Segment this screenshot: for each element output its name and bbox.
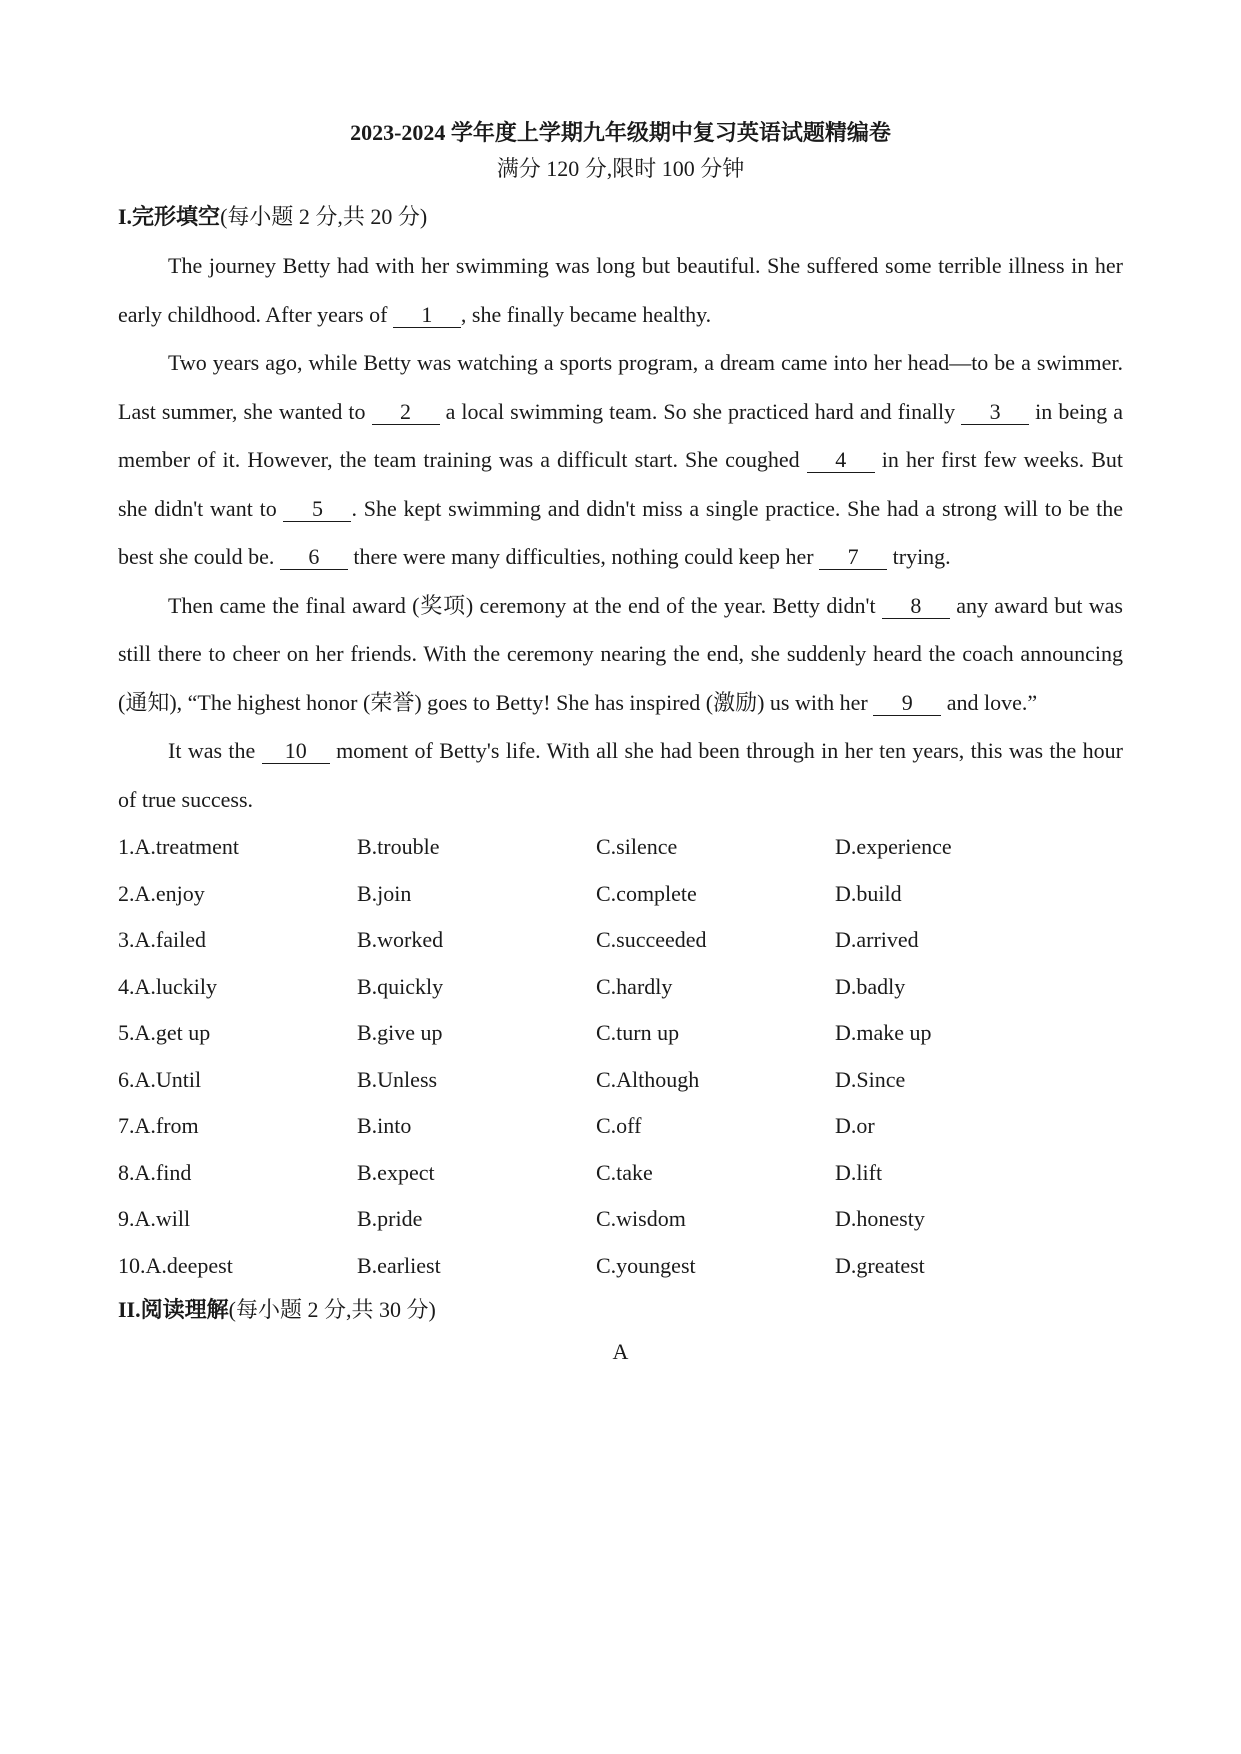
passage-text: any award but was still there to cheer on her friends. With the ceremony nearing the end, she suddenly heard the coach announcing (通知), “The highest honor (荣誉) goes to Betty! She has inspired (激励) us with her <box>118 592 1123 715</box>
option-row-2 <box>118 871 1123 918</box>
option-c: C.off <box>596 1113 642 1138</box>
option-c: C.take <box>596 1159 653 1185</box>
option-b: B.into <box>357 1113 412 1138</box>
option-a: 1.A.treatment <box>118 834 239 859</box>
passage-text: . She kept swimming and didn't miss a single practice. She had a strong will to be the best she could be. <box>118 495 1123 569</box>
option-b: B.pride <box>357 1206 423 1231</box>
section-2-label: II.阅读理解 <box>118 1297 229 1322</box>
option-row-10 <box>118 1243 1123 1290</box>
passage-text: It was the <box>168 738 262 763</box>
blank-6: 6 <box>280 545 348 570</box>
exam-subtitle: 满分 120 分,限时 100 分钟 <box>496 156 745 181</box>
section-2-heading <box>118 1295 1123 1325</box>
option-d: D.lift <box>835 1159 883 1185</box>
blank-5: 5 <box>283 497 351 522</box>
option-row-7 <box>118 1103 1123 1150</box>
passage-text: trying. <box>887 544 951 569</box>
section-1-heading <box>118 202 1123 232</box>
blank-1: 1 <box>393 303 461 328</box>
passage-paragraph-1 <box>118 242 1123 339</box>
option-d: D.make up <box>835 1020 932 1045</box>
option-c: C.succeeded <box>596 927 707 952</box>
passage-paragraph-3 <box>118 582 1123 728</box>
option-d: D.badly <box>835 973 906 999</box>
blank-4: 4 <box>807 448 875 473</box>
option-row-9 <box>118 1196 1123 1243</box>
blank-9: 9 <box>873 691 941 716</box>
blank-2: 2 <box>372 400 440 425</box>
passage-text: a local swimming team. So she practiced hard and finally <box>439 398 962 424</box>
passage-text: Two years ago, while Betty was watching a sports program, a dream came into her head—to be a swimmer. Last summer, she wanted to <box>118 350 1123 424</box>
reading-part-label: A <box>612 1339 629 1364</box>
option-c: C.wisdom <box>596 1206 686 1231</box>
option-row-1 <box>118 824 1123 871</box>
option-b: B.Unless <box>357 1066 438 1092</box>
option-c: C.hardly <box>596 973 673 999</box>
option-a: 9.A.will <box>118 1206 191 1231</box>
passage-text: in her first few weeks. But she didn't want to <box>118 447 1124 521</box>
option-a: 2.A.enjoy <box>118 880 205 906</box>
option-row-3 <box>118 917 1123 964</box>
passage-paragraph-4 <box>118 727 1123 824</box>
option-d: D.Since <box>835 1066 906 1092</box>
passage-text: The journey Betty had with her swimming was long but beautiful. She suffered some terrible illness in her early childhood. After years of <box>118 253 1123 327</box>
option-a: 10.A.deepest <box>118 1252 233 1278</box>
option-row-5 <box>118 1010 1123 1057</box>
answer-options <box>118 824 1123 1289</box>
passage-text: Then came the final award (奖项) ceremony at the end of the year. Betty didn't <box>168 592 882 618</box>
option-d: D.honesty <box>835 1206 925 1231</box>
exam-title: 2023-2024 学年度上学期九年级期中复习英语试题精编卷 <box>350 120 891 145</box>
option-b: B.expect <box>357 1159 435 1185</box>
option-d: D.arrived <box>835 927 919 952</box>
passage-paragraph-2 <box>118 339 1123 582</box>
option-c: C.youngest <box>596 1252 696 1278</box>
option-b: B.earliest <box>357 1252 441 1278</box>
passage-text: and love.” <box>941 689 1038 715</box>
option-a: 7.A.from <box>118 1113 199 1138</box>
blank-7: 7 <box>819 545 887 570</box>
option-d: D.experience <box>835 834 952 859</box>
option-b: B.give up <box>357 1020 443 1045</box>
option-c: C.Although <box>596 1066 700 1092</box>
section-2-note: (每小题 2 分,共 30 分) <box>228 1297 436 1322</box>
option-a: 4.A.luckily <box>118 973 217 999</box>
option-d: D.or <box>835 1113 875 1138</box>
option-a: 6.A.Until <box>118 1066 202 1092</box>
passage-text: moment of Betty's life. With all she had been through in her ten years, this was the hour of true success. <box>118 738 1124 812</box>
option-d: D.greatest <box>835 1252 925 1278</box>
blank-10: 10 <box>262 739 330 764</box>
option-d: D.build <box>835 880 902 906</box>
option-c: C.complete <box>596 880 697 906</box>
option-a: 5.A.get up <box>118 1020 211 1045</box>
section-1-label: I.完形填空 <box>118 204 221 229</box>
option-row-6 <box>118 1057 1123 1104</box>
passage-text: in being a member of it. However, the team training was a difficult start. She coughed <box>118 398 1123 472</box>
option-c: C.silence <box>596 834 678 859</box>
option-b: B.trouble <box>357 834 440 859</box>
option-b: B.quickly <box>357 973 444 999</box>
blank-3: 3 <box>961 400 1029 425</box>
option-row-8 <box>118 1150 1123 1197</box>
blank-8: 8 <box>882 594 950 619</box>
option-b: B.join <box>357 880 412 906</box>
option-c: C.turn up <box>596 1020 680 1045</box>
option-row-4 <box>118 964 1123 1011</box>
option-a: 3.A.failed <box>118 927 206 952</box>
passage-text: , she finally became healthy. <box>460 301 712 327</box>
section-1-note: (每小题 2 分,共 20 分) <box>220 204 428 229</box>
option-a: 8.A.find <box>118 1159 192 1185</box>
passage-text: there were many difficulties, nothing could keep her <box>347 544 820 569</box>
option-b: B.worked <box>357 927 444 952</box>
